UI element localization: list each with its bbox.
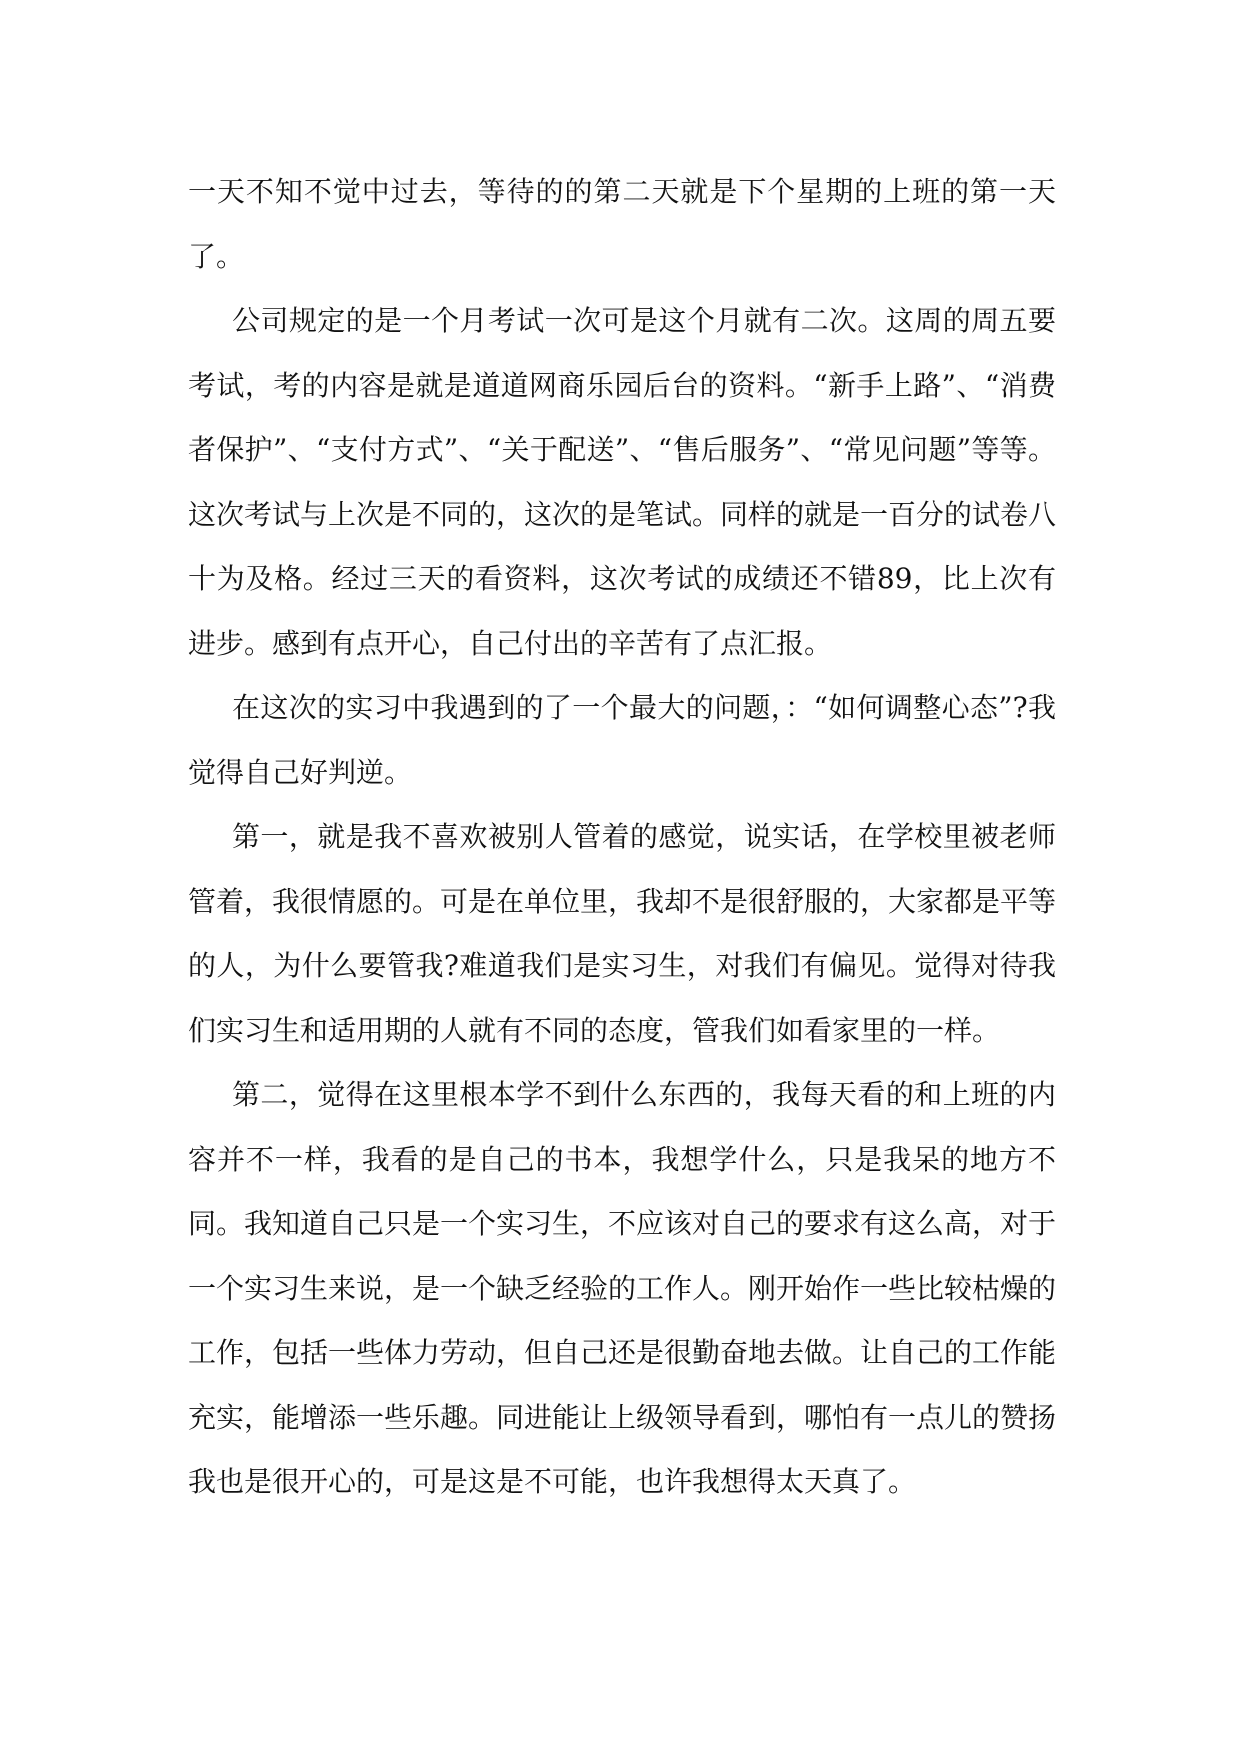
paragraph-1: 一天不知不觉中过去，等待的的第二天就是下个星期的上班的第一天了。 (188, 175, 1056, 273)
paragraph-4: 第一，就是我不喜欢被别人管着的感觉，说实话，在学校里被老师管着，我很情愿的。可是在单位里，我却不是很舒服的，大家都是平等的人，为什么要管我?难道我们是实习生，对我们有偏见。觉得对待我们实习生和适用期的人就有不同的态度，管我们如看家里的一样。 (188, 820, 1057, 1047)
paragraph-2: 公司规定的是一个月考试一次可是这个月就有二次。这周的周五要考试，考的内容是就是道道网商乐园后台的资料。“新手上路”、“消费者保护”、“支付方式”、“关于配送”、“售后服务”、“常见问题”等等。这次考试与上次是不同的，这次的是笔试。同样的就是一百分的试卷八十为及格。经过三天的看资料，这次考试的成绩还不错89，比上次有进步。感到有点开心，自己付出的辛苦有了点汇报。 (188, 304, 1057, 660)
paragraph-5: 第二，觉得在这里根本学不到什么东西的，我每天看的和上班的内容并不一样，我看的是自己的书本，我想学什么，只是我呆的地方不同。我知道自己只是一个实习生，不应该对自己的要求有这么高，对于一个实习生来说，是一个缺乏经验的工作人。刚开始作一些比较枯燥的工作，包括一些体力劳动，但自己还是很勤奋地去做。让自己的工作能充实，能增添一些乐趣。同进能让上级领导看到，哪怕有一点儿的赞扬我也是很开心的，可是这是不可能，也许我想得太天真了。 (188, 1078, 1057, 1498)
body-text (188, 160, 1056, 1515)
paragraph-3: 在这次的实习中我遇到的了一个最大的问题，：“如何调整心态”?我觉得自己好判逆。 (188, 691, 1056, 789)
